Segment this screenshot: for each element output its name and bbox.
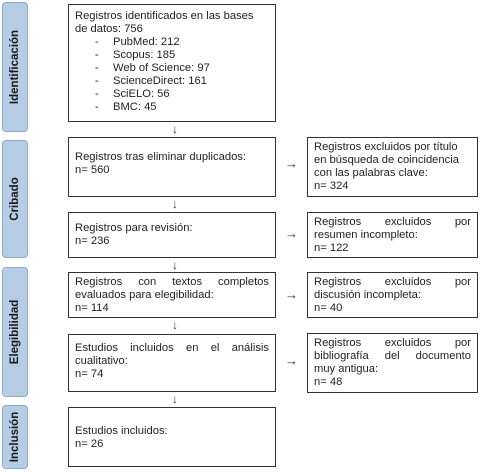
right-arrow-icon: → bbox=[285, 287, 298, 302]
source-item: - Web of Science: 97 bbox=[95, 62, 269, 75]
box-text-line: Estudios incluidos en el análisis bbox=[75, 342, 269, 354]
phase-identificacion bbox=[2, 2, 28, 132]
phase-label: Cribado bbox=[9, 177, 21, 221]
box-count: n= 40 bbox=[314, 302, 343, 314]
box-count: n= 74 bbox=[75, 368, 104, 380]
right-arrow-icon: → bbox=[285, 156, 298, 171]
box-text-line: cualitativo: bbox=[75, 355, 128, 367]
box-text-line: bibliografía del documento bbox=[314, 350, 471, 362]
down-arrow-icon: ↓ bbox=[172, 258, 178, 272]
phase-label: Inclusión bbox=[9, 411, 21, 463]
box-text-line: Registros excluidos por título bbox=[314, 141, 458, 153]
box-text-line: Registros para revisión: bbox=[75, 222, 193, 234]
box-count: n= 26 bbox=[75, 438, 104, 450]
duplicates-removed-box bbox=[68, 137, 276, 197]
box-text-line: muy antigua: bbox=[314, 363, 379, 375]
box-count: n= 114 bbox=[75, 302, 109, 314]
source-item: - SciELO: 56 bbox=[95, 88, 269, 101]
identification-title-line: de datos: 756 bbox=[75, 23, 143, 35]
box-count: n= 236 bbox=[75, 235, 110, 247]
box-count: n= 122 bbox=[314, 242, 349, 254]
box-text-line: Registros excluidos por bbox=[314, 276, 471, 288]
phase-elegibilidad bbox=[2, 267, 28, 397]
phase-label: Identificación bbox=[9, 29, 21, 105]
box-text-line: en búsqueda de coincidencia bbox=[314, 154, 459, 166]
source-item: - PubMed: 212 bbox=[95, 36, 269, 49]
source-item: - BMC: 45 bbox=[95, 101, 269, 114]
box-text-line: Registros tras eliminar duplicados: bbox=[75, 151, 246, 163]
down-arrow-icon: ↓ bbox=[172, 392, 178, 406]
box-text-line: Registros con textos completos bbox=[75, 276, 269, 288]
box-text-line: resumen incompleto: bbox=[314, 229, 418, 241]
full-text-box bbox=[68, 272, 276, 318]
box-text-line: Estudios incluidos: bbox=[75, 425, 168, 437]
source-item: - Scopus: 185 bbox=[95, 49, 269, 62]
bibliography-excluded-box bbox=[307, 333, 478, 393]
box-count: n= 324 bbox=[314, 180, 349, 192]
right-arrow-icon: → bbox=[285, 353, 298, 368]
title-excluded-box bbox=[307, 137, 478, 197]
source-item: - ScienceDirect: 161 bbox=[95, 75, 269, 88]
box-count: n= 48 bbox=[314, 376, 343, 388]
for-review-box bbox=[68, 212, 276, 258]
box-text-line: con las palabras clave: bbox=[314, 167, 428, 179]
identification-title-line: Registros identificados en las bases bbox=[75, 10, 254, 22]
box-text-line: Registros excluidos por bbox=[314, 337, 471, 349]
included-box bbox=[68, 407, 276, 467]
qualitative-box bbox=[68, 334, 276, 392]
box-text-line: Registros excluidos por bbox=[314, 216, 471, 228]
discussion-excluded-box bbox=[307, 272, 478, 318]
down-arrow-icon: ↓ bbox=[172, 122, 178, 136]
box-count: n= 560 bbox=[75, 164, 110, 176]
box-text-line: evaluados para elegibilidad: bbox=[75, 289, 214, 301]
abstract-excluded-box bbox=[307, 212, 478, 258]
box-text-line: discusión incompleta: bbox=[314, 289, 421, 301]
down-arrow-icon: ↓ bbox=[172, 197, 178, 211]
identification-box bbox=[68, 4, 276, 122]
source-list bbox=[75, 36, 269, 114]
down-arrow-icon: ↓ bbox=[172, 318, 178, 332]
phase-inclusion bbox=[2, 405, 28, 469]
right-arrow-icon: → bbox=[285, 226, 298, 241]
phase-cribado bbox=[2, 140, 28, 258]
phase-label: Elegibilidad bbox=[9, 299, 21, 365]
